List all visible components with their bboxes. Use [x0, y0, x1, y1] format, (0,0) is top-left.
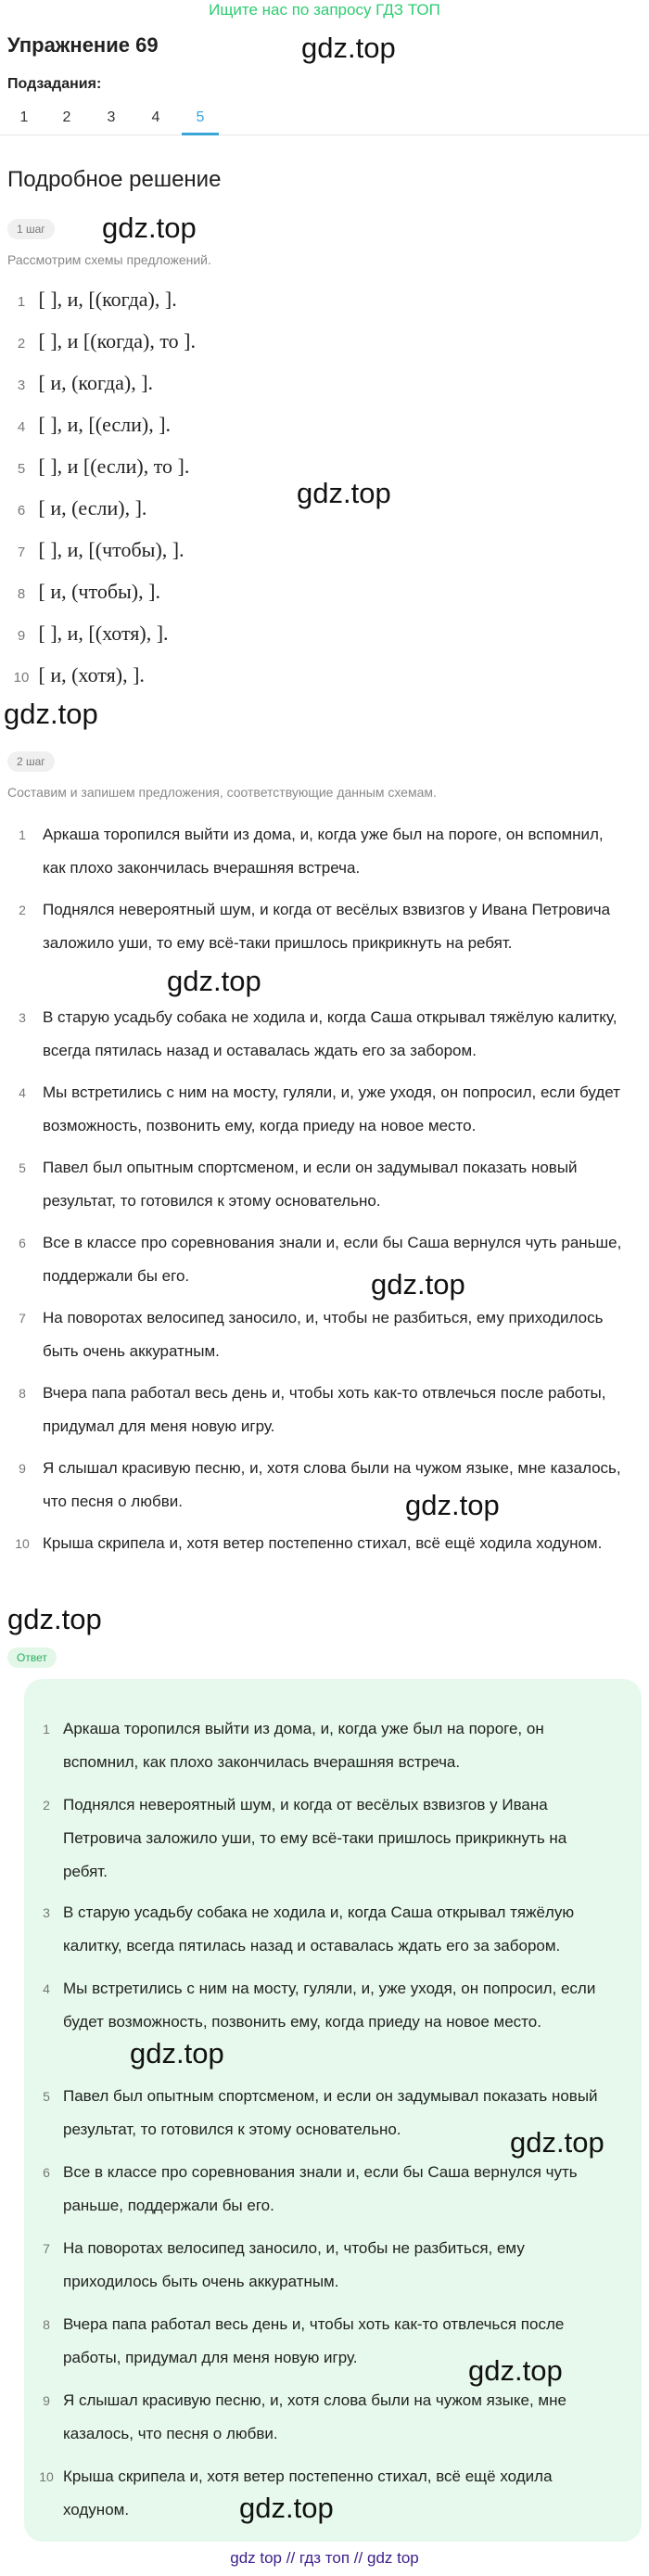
answer-number: 3	[43, 1905, 50, 1920]
scheme-row	[9, 371, 153, 399]
scheme-row	[9, 413, 171, 441]
sentence-text: Вчера папа работал весь день и, чтобы хоть как-то отвлечься после работы, придумал для меня новую игру.	[43, 1384, 606, 1435]
tab-5[interactable]: 5	[182, 108, 219, 135]
watermark: gdz.top	[130, 2037, 224, 2070]
sentence-item	[9, 818, 630, 885]
tab-2[interactable]: 2	[62, 109, 71, 125]
watermark: gdz.top	[7, 1603, 102, 1635]
scheme-number: 5	[17, 461, 26, 477]
subtask-tabs	[0, 104, 649, 135]
answer-number: 2	[43, 1798, 50, 1813]
scheme-formula: [ ], и [(если), то ].	[38, 455, 190, 478]
scheme-formula: [ и, (хотя), ].	[38, 663, 145, 686]
answer-text: Поднялся невероятный шум, и когда от весёлых взвизгов у Ивана Петровича заложило уши, то ему всё-таки пришлось прикрикнуть на ребят.	[63, 1796, 567, 1880]
watermark: gdz.top	[301, 32, 396, 64]
step-2-badge: 2 шаг	[7, 751, 55, 772]
sentence-text: Павел был опытным спортсменом, и если он задумывал показать новый результат, то готовился к этому основательно.	[43, 1159, 578, 1210]
scheme-formula: [ ], и, [(хотя), ].	[38, 622, 169, 645]
sentence-item	[9, 1377, 630, 1443]
step-1-badge: 1 шаг	[7, 219, 55, 239]
answer-text: Павел был опытным спортсменом, и если он задумывал показать новый результат, то готовился к этому основательно.	[63, 2087, 598, 2138]
scheme-row	[9, 580, 160, 608]
answer-number: 1	[43, 1722, 50, 1737]
answer-number: 7	[43, 2241, 50, 2256]
sentence-item	[9, 1226, 630, 1293]
sentence-number: 5	[19, 1160, 26, 1175]
sentence-number: 4	[19, 1085, 26, 1100]
scheme-number: 4	[17, 419, 26, 435]
tab-1[interactable]: 1	[19, 109, 29, 125]
footer	[0, 2549, 649, 2568]
scheme-number: 1	[17, 294, 26, 310]
scheme-row	[9, 538, 185, 566]
sentence-item	[9, 893, 630, 960]
scheme-row	[9, 288, 177, 315]
sentence-number: 2	[19, 903, 26, 917]
scheme-number: 8	[17, 586, 26, 602]
answer-number: 8	[43, 2317, 50, 2332]
scheme-row	[9, 663, 145, 691]
subtasks-label: Подзадания:	[7, 76, 102, 92]
answer-text: Мы встретились с ним на мосту, гуляли, и, уже уходя, он попросил, если будет возможность, позвонить ему, когда приеду на новое место.	[63, 1980, 596, 2031]
scheme-row	[9, 455, 189, 482]
sentence-text: Аркаша торопился выйти из дома, и, когда уже был на пороге, он вспомнил, как плохо закончилась вчерашняя встреча.	[43, 826, 604, 877]
footer-link[interactable]: gdz top	[366, 2549, 419, 2567]
scheme-row	[9, 329, 196, 357]
watermark: gdz.top	[371, 1268, 465, 1301]
sentence-number: 3	[19, 1010, 26, 1025]
sentence-item	[9, 1151, 630, 1218]
step-1-description: Рассмотрим схемы предложений.	[7, 252, 211, 267]
watermark: gdz.top	[297, 477, 391, 509]
watermark: gdz.top	[510, 2126, 604, 2159]
answer-item	[43, 1896, 603, 1963]
sentence-text: Все в классе про соревнования знали и, если бы Саша вернулся чуть раньше, поддержали бы его.	[43, 1234, 622, 1285]
answer-badge: Ответ	[7, 1647, 57, 1668]
answer-number: 6	[43, 2165, 50, 2180]
answer-number: 9	[43, 2393, 50, 2408]
tab-3[interactable]: 3	[107, 109, 116, 125]
scheme-number: 6	[17, 503, 26, 519]
sentence-number: 6	[19, 1236, 26, 1250]
scheme-formula: [ и, (чтобы), ].	[38, 580, 160, 603]
answer-text: Аркаша торопился выйти из дома, и, когда уже был на пороге, он вспомнил, как плохо закончилась вчерашняя встреча.	[63, 1720, 544, 1771]
watermark: gdz.top	[4, 698, 98, 730]
answer-item	[43, 2156, 603, 2223]
sentence-text: Я слышал красивую песню, и, хотя слова были на чужом языке, мне казалось, что песня о любви.	[43, 1459, 621, 1510]
scheme-number: 2	[17, 336, 26, 352]
sentence-item	[9, 1527, 630, 1560]
answer-item	[43, 1972, 603, 2039]
answer-text: Все в классе про соревнования знали и, если бы Саша вернулся чуть раньше, поддержали бы его.	[63, 2163, 578, 2214]
answer-number: 10	[39, 2469, 54, 2484]
answer-text: Крыша скрипела и, хотя ветер постепенно стихал, всё ещё ходила ходуном.	[63, 2467, 553, 2518]
answer-number: 4	[43, 1981, 50, 1996]
scheme-formula: [ и, (если), ].	[38, 496, 147, 519]
sentence-number: 10	[15, 1536, 30, 1551]
sentence-text: В старую усадьбу собака не ходила и, когда Саша открывал тяжёлую калитку, всегда пятилась назад и оставалась ждать его за забором.	[43, 1008, 617, 1059]
scheme-formula: [ ], и, [(чтобы), ].	[38, 538, 185, 561]
sentence-number: 9	[19, 1461, 26, 1476]
watermark: gdz.top	[102, 211, 197, 244]
sentence-item	[9, 1076, 630, 1143]
answer-item	[43, 1712, 603, 1779]
footer-separator: //	[353, 2549, 363, 2567]
scheme-formula: [ ], и, [(если), ].	[38, 413, 172, 436]
sentence-item	[9, 1001, 630, 1068]
answer-number: 5	[43, 2089, 50, 2104]
step-2-description: Составим и запишем предложения, соответствующие данным схемам.	[7, 785, 437, 800]
answer-item	[43, 2384, 603, 2451]
scheme-formula: [ ], и, [(когда), ].	[38, 288, 177, 311]
answer-text: Вчера папа работал весь день и, чтобы хоть как-то отвлечься после работы, придумал для меня новую игру.	[63, 2315, 565, 2366]
answer-text: Я слышал красивую песню, и, хотя слова были на чужом языке, мне казалось, что песня о любви.	[63, 2391, 566, 2442]
section-title: Подробное решение	[7, 167, 222, 192]
page-title: Упражнение 69	[7, 33, 159, 57]
footer-link[interactable]: gdz top	[230, 2549, 282, 2567]
sentence-text: Мы встретились с ним на мосту, гуляли, и, уже уходя, он попросил, если будет возможность, позвонить ему, когда приеду на новое место.	[43, 1083, 620, 1134]
scheme-number: 10	[13, 670, 30, 686]
sentence-text: Поднялся невероятный шум, и когда от весёлых взвизгов у Ивана Петровича заложило уши, то ему всё-таки пришлось прикрикнуть на ребят.	[43, 901, 611, 952]
sentence-text: На поворотах велосипед заносило, и, чтобы не разбиться, ему приходилось быть очень аккуратным.	[43, 1309, 604, 1360]
tab-4[interactable]: 4	[151, 109, 160, 125]
scheme-number: 7	[17, 545, 26, 560]
sentence-item	[9, 1452, 630, 1519]
answer-item	[43, 2232, 603, 2299]
answer-item	[43, 1788, 603, 1889]
watermark: gdz.top	[468, 2354, 563, 2387]
watermark: gdz.top	[167, 965, 261, 997]
watermark: gdz.top	[405, 1489, 500, 1521]
sentence-number: 8	[19, 1386, 26, 1401]
sentence-item	[9, 1301, 630, 1368]
scheme-number: 9	[17, 628, 26, 644]
sentence-number: 7	[19, 1311, 26, 1326]
answer-text: В старую усадьбу собака не ходила и, когда Саша открывал тяжёлую калитку, всегда пятилась назад и оставалась ждать его за забором.	[63, 1903, 575, 1954]
answer-text: На поворотах велосипед заносило, и, чтобы не разбиться, ему приходилось быть очень аккуратным.	[63, 2239, 525, 2290]
footer-separator: //	[286, 2549, 296, 2567]
scheme-formula: [ ], и [(когда), то ].	[38, 329, 197, 352]
top-search-link[interactable]: Ищите нас по запросу ГДЗ ТОП	[209, 1, 440, 19]
scheme-row	[9, 496, 146, 524]
sentence-text: Крыша скрипела и, хотя ветер постепенно стихал, всё ещё ходила ходуном.	[43, 1534, 603, 1552]
sentence-number: 1	[19, 827, 26, 842]
footer-link[interactable]: гдз топ	[299, 2549, 350, 2567]
scheme-formula: [ и, (когда), ].	[38, 371, 154, 394]
scheme-number: 3	[17, 378, 26, 393]
scheme-row	[9, 622, 169, 649]
watermark: gdz.top	[239, 2492, 334, 2524]
